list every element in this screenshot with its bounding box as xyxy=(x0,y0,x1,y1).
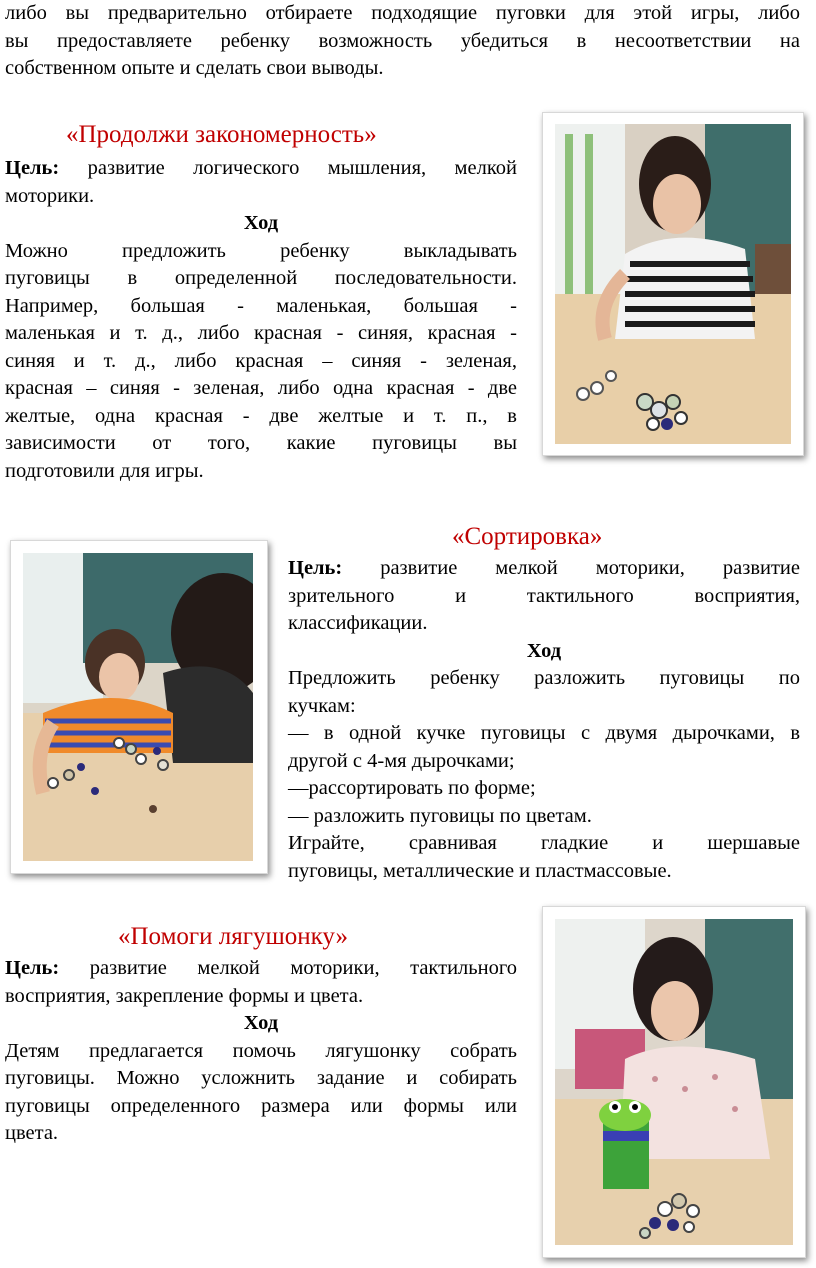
photo-girl-frog-toy xyxy=(542,906,806,1258)
section3-body-line: цвета. xyxy=(5,1122,59,1144)
section2-text xyxy=(288,555,800,885)
section1-body-line: подготовили для игры. xyxy=(5,459,204,482)
section1-body-line: Можно предложить ребенку выкладывать xyxy=(5,239,517,262)
section3-body-line: пуговицы. Можно усложнить задание и собирать xyxy=(5,1067,517,1089)
section3-goal-line: восприятия, закрепление формы и цвета. xyxy=(5,984,364,1007)
section2-hod-heading: Ход xyxy=(526,639,562,662)
section2-body-line: Предложить ребенку разложить пуговицы по xyxy=(288,667,800,689)
goal-label: Цель: xyxy=(288,557,343,579)
section1-goal-line: Цель: развитие логического мышления, мелкой xyxy=(5,157,517,179)
section1-title: «Продолжи закономерность» xyxy=(66,121,377,148)
section3-title: «Помоги лягушонку» xyxy=(118,923,349,950)
section2-title: «Сортировка» xyxy=(452,523,603,550)
section3-body-line: Детям предлагается помочь лягушонку собрать xyxy=(5,1039,517,1062)
section2-body-line: —рассортировать по форме; xyxy=(288,777,536,799)
intro-line: либо вы предварительно отбираете подходящие пуговки для этой игры, либо xyxy=(5,2,800,24)
section2-goal-line: классификации. xyxy=(288,612,428,634)
section1-body-line: Например, большая - маленькая, большая - xyxy=(5,294,517,317)
section2-goal-line: зрительного и тактильного восприятия, xyxy=(288,584,800,607)
intro-line: собственном опыте и сделать свои выводы. xyxy=(5,57,384,79)
section1-goal-line: моторики. xyxy=(5,184,95,207)
section1-hod-heading: Ход xyxy=(243,212,279,234)
section1-body-line: пуговицы в определенной последовательности. xyxy=(5,267,517,289)
intro-line: вы предоставляете ребенку возможность убедиться в несоответствии на xyxy=(5,29,800,52)
section1-text xyxy=(5,155,517,485)
section1-body-line: маленькая и т. д., либо красная - синяя, красная - xyxy=(5,322,517,344)
section2-body-line: Играйте, сравнивая гладкие и шершавые xyxy=(288,832,800,854)
section1-body-line: красная – синяя - зеленая, либо одна красная - две xyxy=(5,377,517,399)
section2-body-line: кучкам: xyxy=(288,694,356,717)
section2-body-line: другой с 4-мя дырочками; xyxy=(288,749,515,772)
section1-body-line: зависимости от того, какие пуговицы вы xyxy=(5,432,517,454)
goal-label: Цель: xyxy=(5,157,60,179)
goal-label: Цель: xyxy=(5,957,60,979)
section2-goal-line: Цель: развитие мелкой моторики, развитие xyxy=(288,557,801,579)
section3-text xyxy=(5,955,517,1148)
photo-two-girls-sorting-image xyxy=(23,553,253,861)
section2-body-line: — в одной кучке пуговицы с двумя дырочками, в xyxy=(288,722,800,744)
intro-paragraph xyxy=(5,0,800,83)
section1-body-line: синяя и т. д., либо красная – синяя - зеленая, xyxy=(5,349,517,372)
section3-hod-heading: Ход xyxy=(243,1012,279,1034)
photo-girl-striped-shirt-image xyxy=(555,124,791,444)
photo-girl-frog-toy-image xyxy=(555,919,793,1245)
section2-body-line: пуговицы, металлические и пластмассовые. xyxy=(288,859,672,882)
section3-body-line: пуговицы определенного размера или формы или xyxy=(5,1094,517,1117)
section2-body-line: — разложить пуговицы по цветам. xyxy=(288,804,592,827)
photo-girl-striped-shirt xyxy=(542,112,804,456)
section3-goal-line: Цель: развитие мелкой моторики, тактильного xyxy=(5,957,518,979)
section1-body-line: желтые, одна красная - две желтые и т. п., в xyxy=(5,404,517,427)
photo-two-girls-sorting xyxy=(10,540,268,874)
